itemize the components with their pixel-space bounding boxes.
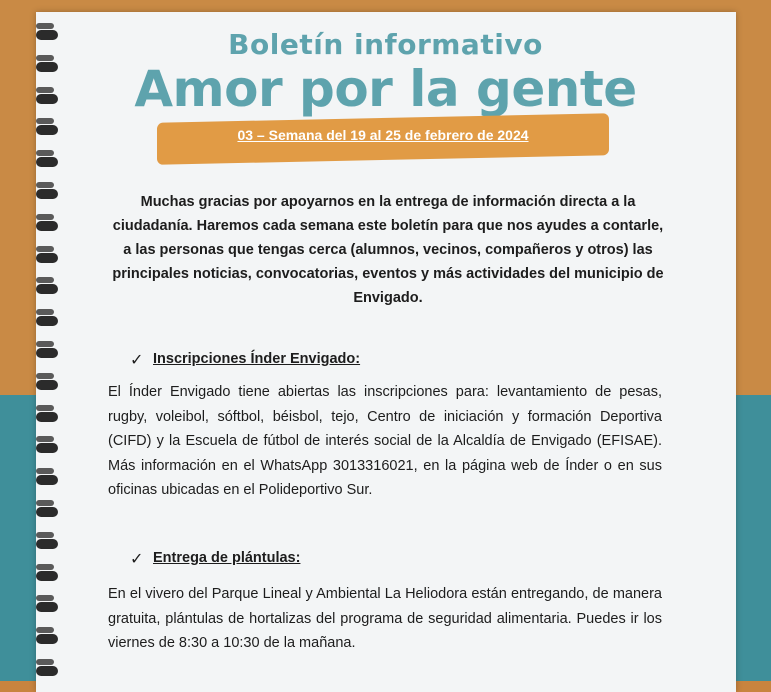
binding-ring <box>36 500 54 506</box>
binding-ring <box>36 277 54 283</box>
binding-hole <box>36 380 58 390</box>
bulletin-label: Boletín informativo <box>228 28 543 61</box>
binding-hole <box>36 221 58 231</box>
binding-ring <box>36 405 54 411</box>
binding-ring <box>36 341 54 347</box>
page-title: Amor por la gente <box>134 60 637 118</box>
binding-hole <box>36 253 58 263</box>
binding-ring <box>36 436 54 442</box>
section-heading-plantulas: Entrega de plántulas: <box>153 550 301 566</box>
check-icon: ✓ <box>130 352 144 369</box>
binding-hole <box>36 475 58 485</box>
binding-hole <box>36 189 58 199</box>
binding-ring <box>36 373 54 379</box>
check-icon: ✓ <box>130 551 144 568</box>
binding-hole <box>36 412 58 422</box>
binding-hole <box>36 539 58 549</box>
binding-hole <box>36 316 58 326</box>
binding-ring <box>36 118 54 124</box>
binding-hole <box>36 634 58 644</box>
binding-hole <box>36 602 58 612</box>
binding-ring <box>36 214 54 220</box>
binding-hole <box>36 443 58 453</box>
binding-ring <box>36 532 54 538</box>
binding-hole <box>36 507 58 517</box>
binding-hole <box>36 571 58 581</box>
binding-ring <box>36 564 54 570</box>
binding-hole <box>36 348 58 358</box>
section-body-plantulas: En el vivero del Parque Lineal y Ambiental La Heliodora están entregando, de manera gratuita, plántulas de hortalizas del programa de seguridad alimentaria. Puedes ir los viernes de 8:30 a 10:30 de la mañana. <box>108 586 662 651</box>
section-heading-inscripciones: Inscripciones Índer Envigado: <box>153 351 361 367</box>
binding-hole <box>36 666 58 676</box>
binding-ring <box>36 627 54 633</box>
binding-hole <box>36 284 58 294</box>
binding-hole <box>36 125 58 135</box>
binding-ring <box>36 182 54 188</box>
binding-ring <box>36 595 54 601</box>
binding-ring <box>36 659 54 665</box>
intro-paragraph: Muchas gracias por apoyarnos en la entrega de información directa a la ciudadanía. Haremos cada semana este boletín para que nos ayudes a contarle, a las personas que tengas cerca (alumnos, vecinos, compañeros y otros) las principales noticias, convocatorias, eventos y más actividades del municipio de Envigado. <box>112 194 664 306</box>
binding-ring <box>36 309 54 315</box>
binding-hole <box>36 157 58 167</box>
binding-ring <box>36 150 54 156</box>
binding-ring <box>36 246 54 252</box>
date-line: 03 – Semana del 19 al 25 de febrero de 2024 <box>237 127 529 143</box>
binding-ring <box>36 468 54 474</box>
section-body-inscripciones: El Índer Envigado tiene abiertas las inscripciones para: levantamiento de pesas, rugby, voleibol, sóftbol, béisbol, tejo, Centro de iniciación y formación Deportiva (CIFD) y la Escuela de fútbol de interés social de la Alcaldía de Envigado (EFISAE). Más información en el WhatsApp 3013316021, en la página web de Índer o en sus oficinas ubicadas en el Polideportivo Sur. <box>108 384 662 498</box>
